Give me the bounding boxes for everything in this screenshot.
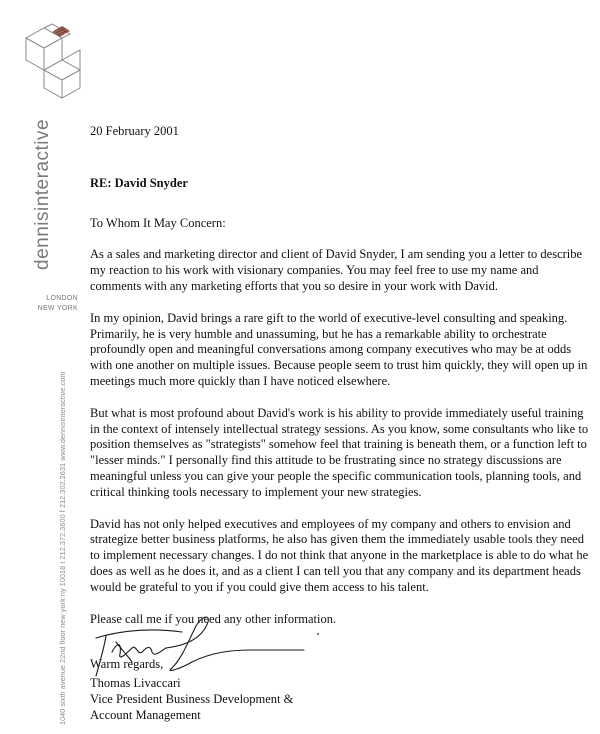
company-logo bbox=[22, 18, 84, 100]
letter-date: 20 February 2001 bbox=[90, 124, 179, 138]
paragraph-5: Please call me if you need any other information. bbox=[90, 611, 337, 626]
subject-line: RE: David Snyder bbox=[90, 175, 188, 190]
brand-wordmark: dennisinteractive bbox=[32, 118, 53, 270]
signer-name: Thomas Livaccari bbox=[90, 676, 181, 690]
signer-title-line-1: Vice President Business Development & bbox=[90, 691, 294, 706]
paragraph-4: David has not only helped executives and employees of my company and others to envision and strategize better business platforms, he also has given them the immediately usable tools they need to implement necessary changes. I do not think that anyone in the marketplace is able to do what he does as well as he does it, and as a client I can tell you that any company and its department heads would be grateful to you if you could give them access to his talent. bbox=[90, 516, 589, 594]
paragraph-1: As a sales and marketing director and client of David Snyder, I am sending you a letter to describe my reaction to his work with visionary companies. You may feel free to use my name and comments with any marketing efforts that you so desire in your work with David. bbox=[90, 247, 583, 293]
signature-block bbox=[90, 676, 490, 723]
paragraph-2: In my opinion, David brings a rare gift to the world of executive-level consulting and speaking. Primarily, he is very humble and unassuming, but he has a remarkable ability to orchestrate profoundly open and meaningful conversations among company executives who may be at odds with one another on multiple issues. Because people seem to trust him quickly, they will open up in meetings much more quickly than I have noticed elsewhere. bbox=[90, 310, 588, 388]
paragraph-3: But what is most profound about David's work is his ability to provide immediately useful training in the context of intensely intellectual strategy sessions. As you know, some consultants who like to position themselves as "strategists" somehow feel that training is beneath them, or a function left to "lesser minds." I personally find this attitude to be frustrating since no strategy discussions are meaningful unless you can give your people the specific communication tools, planning tools, and critical thinking tools necessary to implement your new strategies. bbox=[90, 405, 589, 499]
letter-body bbox=[90, 124, 590, 673]
office-cities bbox=[20, 294, 78, 314]
closing: Warm regards, bbox=[90, 657, 164, 672]
salutation: To Whom It May Concern: bbox=[90, 215, 226, 230]
handwritten-signature bbox=[92, 612, 332, 684]
signer-title-line-2: Account Management bbox=[90, 707, 201, 722]
letterhead-address: 1040 sixth avenue 22nd floor new york ny 10018 t 212.372.3600 f 212.302.2631 www.dennisinteractive.com bbox=[58, 371, 67, 725]
city-new-york: NEW YORK bbox=[37, 305, 78, 312]
city-london: LONDON bbox=[46, 295, 78, 302]
